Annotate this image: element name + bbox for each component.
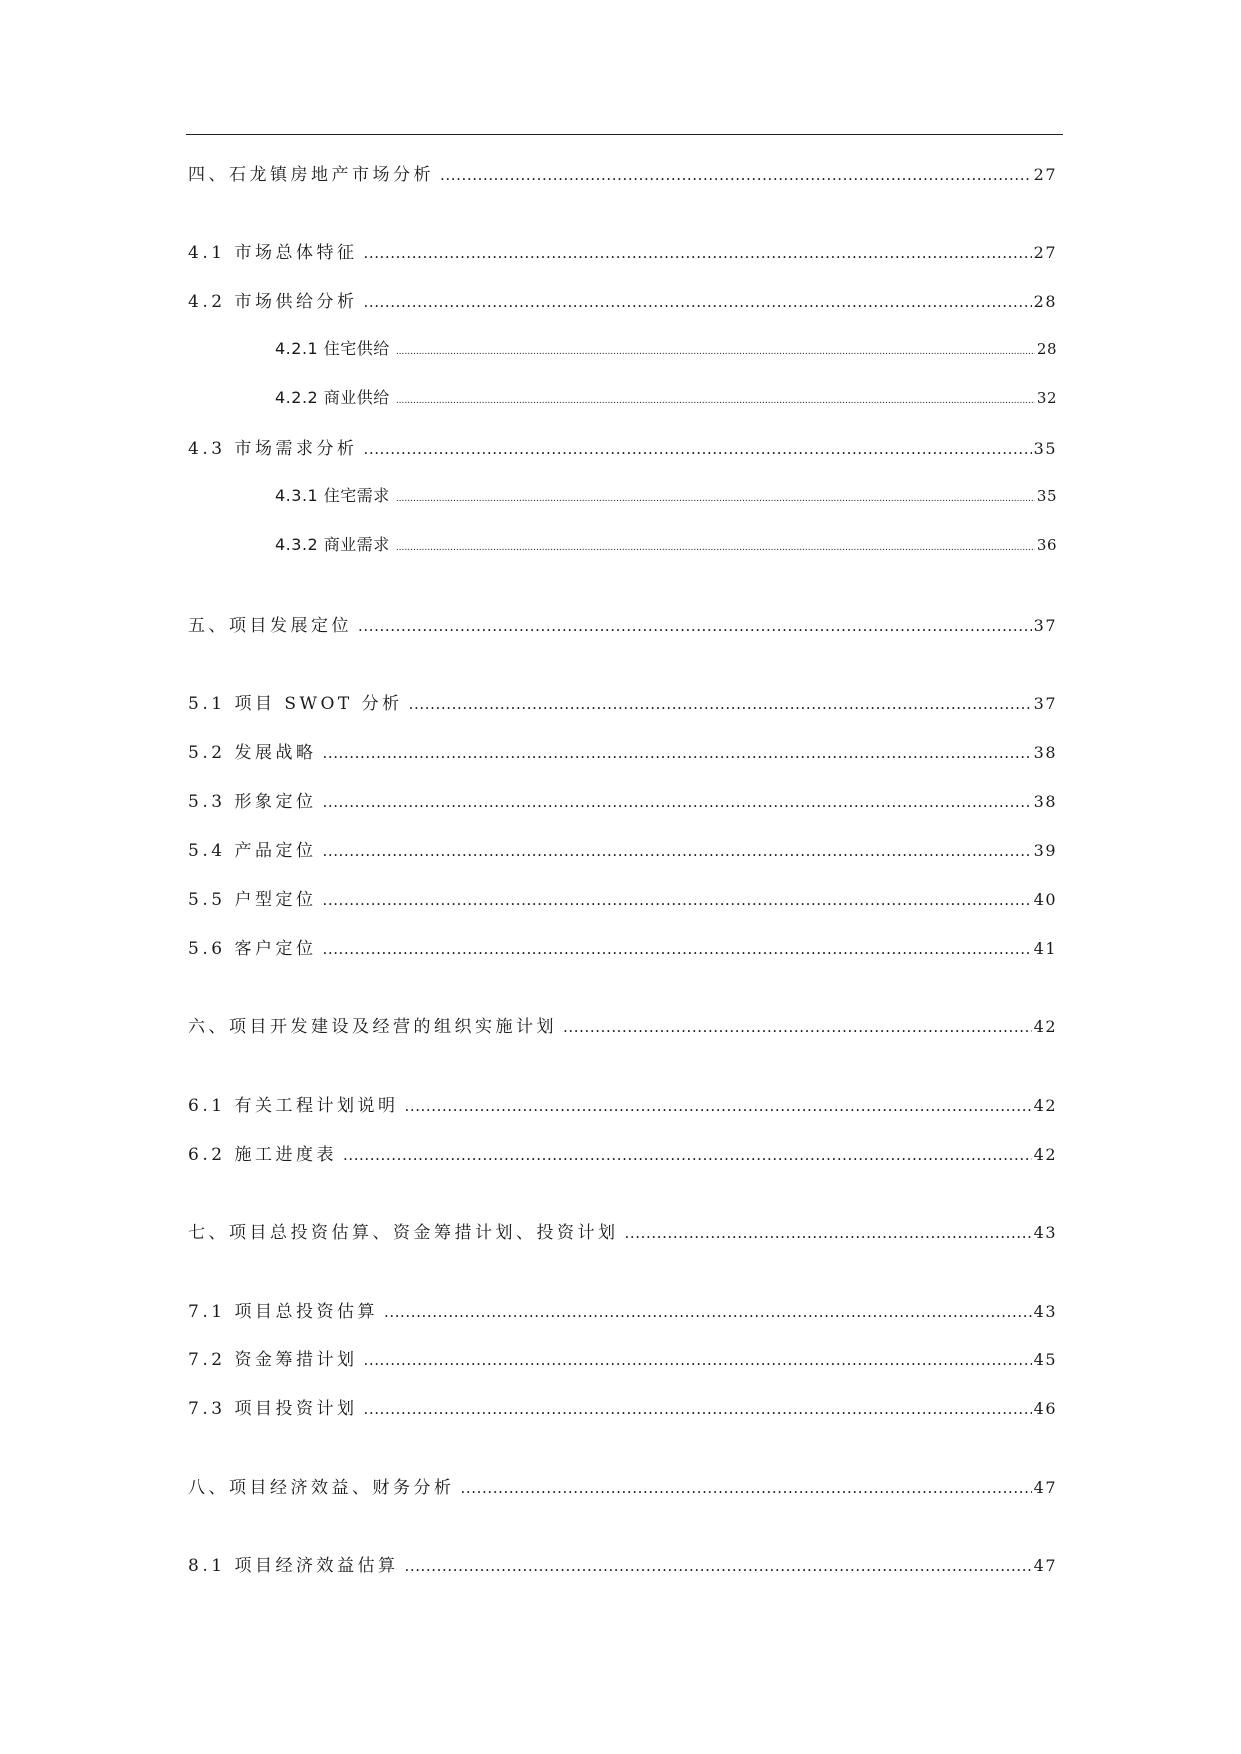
toc-entry-page: 42 xyxy=(1033,1145,1057,1164)
toc-entry-4-2[interactable] xyxy=(0,287,1241,317)
toc-entry-title: 7.3 项目投资计划 xyxy=(188,1399,358,1419)
toc-entry-7-2[interactable] xyxy=(0,1345,1241,1375)
toc-entry-page: 42 xyxy=(1033,1017,1057,1036)
toc-entry-5-1[interactable] xyxy=(0,689,1241,719)
toc-entry-page: 45 xyxy=(1033,1350,1057,1369)
toc-entry-title: 五、项目发展定位 xyxy=(188,616,352,636)
toc-entry-page: 35 xyxy=(1036,487,1057,505)
toc-entry-title: 四、石龙镇房地产市场分析 xyxy=(188,165,434,185)
toc-entry-page: 43 xyxy=(1033,1223,1057,1242)
toc-entry-title: 七、项目总投资估算、资金筹措计划、投资计划 xyxy=(188,1223,619,1243)
toc-entry-6-2[interactable] xyxy=(0,1140,1241,1170)
toc-entry-title: 5.1 项目 SWOT 分析 xyxy=(188,694,403,714)
toc-entry-4-1[interactable] xyxy=(0,238,1241,268)
toc-entry-5-3[interactable] xyxy=(0,787,1241,817)
toc-entry-chapter-5[interactable] xyxy=(0,611,1241,641)
toc-entry-title: 5.2 发展战略 xyxy=(188,743,317,763)
toc-dot-leader xyxy=(322,940,1031,958)
toc-dot-leader xyxy=(563,1018,1032,1036)
toc-entry-page: 47 xyxy=(1033,1478,1057,1497)
toc-dot-leader xyxy=(322,744,1031,762)
toc-entry-chapter-8[interactable] xyxy=(0,1473,1241,1503)
toc-dot-leader xyxy=(363,1351,1031,1369)
toc-entry-title: 4.2.1 住宅供给 xyxy=(275,339,390,358)
toc-entry-page: 46 xyxy=(1033,1399,1057,1418)
toc-entry-page: 38 xyxy=(1033,792,1057,811)
toc-dot-leader xyxy=(396,543,1035,553)
toc-entry-7-1[interactable] xyxy=(0,1297,1241,1327)
toc-entry-8-1[interactable] xyxy=(0,1551,1241,1581)
toc-dot-leader xyxy=(396,494,1035,504)
toc-entry-page: 43 xyxy=(1033,1302,1057,1321)
toc-dot-leader xyxy=(404,1557,1031,1575)
toc-entry-6-1[interactable] xyxy=(0,1091,1241,1121)
toc-dot-leader xyxy=(396,347,1035,357)
toc-entry-title: 8.1 项目经济效益估算 xyxy=(188,1556,399,1576)
toc-entry-5-2[interactable] xyxy=(0,738,1241,768)
toc-dot-leader xyxy=(343,1146,1032,1164)
toc-entry-title: 4.2.2 商业供给 xyxy=(275,388,390,407)
toc-entry-4-2-2[interactable] xyxy=(0,385,1241,415)
toc-dot-leader xyxy=(440,166,1032,184)
toc-dot-leader xyxy=(625,1224,1032,1242)
toc-entry-7-3[interactable] xyxy=(0,1394,1241,1424)
toc-entry-page: 27 xyxy=(1033,243,1057,262)
toc-dot-leader xyxy=(396,396,1035,406)
toc-entry-4-3-2[interactable] xyxy=(0,532,1241,562)
toc-entry-page: 47 xyxy=(1033,1556,1057,1575)
toc-entry-5-4[interactable] xyxy=(0,836,1241,866)
toc-dot-leader xyxy=(358,617,1032,635)
toc-dot-leader xyxy=(461,1479,1032,1497)
toc-dot-leader xyxy=(322,842,1031,860)
toc-entry-4-3[interactable] xyxy=(0,434,1241,464)
toc-entry-title: 六、项目开发建设及经营的组织实施计划 xyxy=(188,1017,557,1037)
toc-entry-5-5[interactable] xyxy=(0,885,1241,915)
toc-entry-title: 4.3.1 住宅需求 xyxy=(275,486,390,505)
toc-entry-page: 42 xyxy=(1033,1096,1057,1115)
toc-entry-page: 27 xyxy=(1033,165,1057,184)
toc-entry-chapter-4[interactable] xyxy=(0,160,1241,190)
toc-dot-leader xyxy=(404,1097,1031,1115)
toc-dot-leader xyxy=(363,440,1031,458)
toc-entry-page: 41 xyxy=(1033,939,1057,958)
toc-entry-title: 4.3.2 商业需求 xyxy=(275,535,390,554)
toc-dot-leader xyxy=(363,293,1031,311)
toc-entry-title: 7.2 资金筹措计划 xyxy=(188,1350,358,1370)
toc-entry-4-3-1[interactable] xyxy=(0,483,1241,513)
toc-entry-title: 4.1 市场总体特征 xyxy=(188,243,358,263)
toc-entry-page: 38 xyxy=(1033,743,1057,762)
toc-dot-leader xyxy=(322,891,1031,909)
toc-entry-page: 28 xyxy=(1033,292,1057,311)
toc-entry-5-6[interactable] xyxy=(0,934,1241,964)
toc-entry-title: 6.1 有关工程计划说明 xyxy=(188,1096,399,1116)
toc-dot-leader xyxy=(384,1303,1032,1321)
toc-entry-page: 32 xyxy=(1036,389,1057,407)
toc-entry-page: 37 xyxy=(1033,616,1057,635)
toc-entry-page: 40 xyxy=(1033,890,1057,909)
toc-dot-leader xyxy=(363,1400,1031,1418)
toc-entry-title: 5.5 户型定位 xyxy=(188,890,317,910)
toc-entry-title: 6.2 施工进度表 xyxy=(188,1145,337,1165)
toc-dot-leader xyxy=(363,244,1031,262)
toc-entry-chapter-7[interactable] xyxy=(0,1218,1241,1248)
toc-entry-page: 35 xyxy=(1033,439,1057,458)
toc-dot-leader xyxy=(409,695,1032,713)
toc-entry-page: 39 xyxy=(1033,841,1057,860)
toc-entry-page: 28 xyxy=(1036,340,1057,358)
toc-entry-4-2-1[interactable] xyxy=(0,336,1241,366)
toc-entry-chapter-6[interactable] xyxy=(0,1012,1241,1042)
toc-dot-leader xyxy=(322,793,1031,811)
toc-entry-title: 5.4 产品定位 xyxy=(188,841,317,861)
toc-entry-title: 5.3 形象定位 xyxy=(188,792,317,812)
toc-entry-title: 4.2 市场供给分析 xyxy=(188,292,358,312)
toc-entry-title: 4.3 市场需求分析 xyxy=(188,439,358,459)
toc-entry-title: 7.1 项目总投资估算 xyxy=(188,1302,378,1322)
toc-entry-title: 八、项目经济效益、财务分析 xyxy=(188,1478,455,1498)
toc-entry-title: 5.6 客户定位 xyxy=(188,939,317,959)
toc-entry-page: 37 xyxy=(1033,694,1057,713)
toc-entry-page: 36 xyxy=(1036,536,1057,554)
